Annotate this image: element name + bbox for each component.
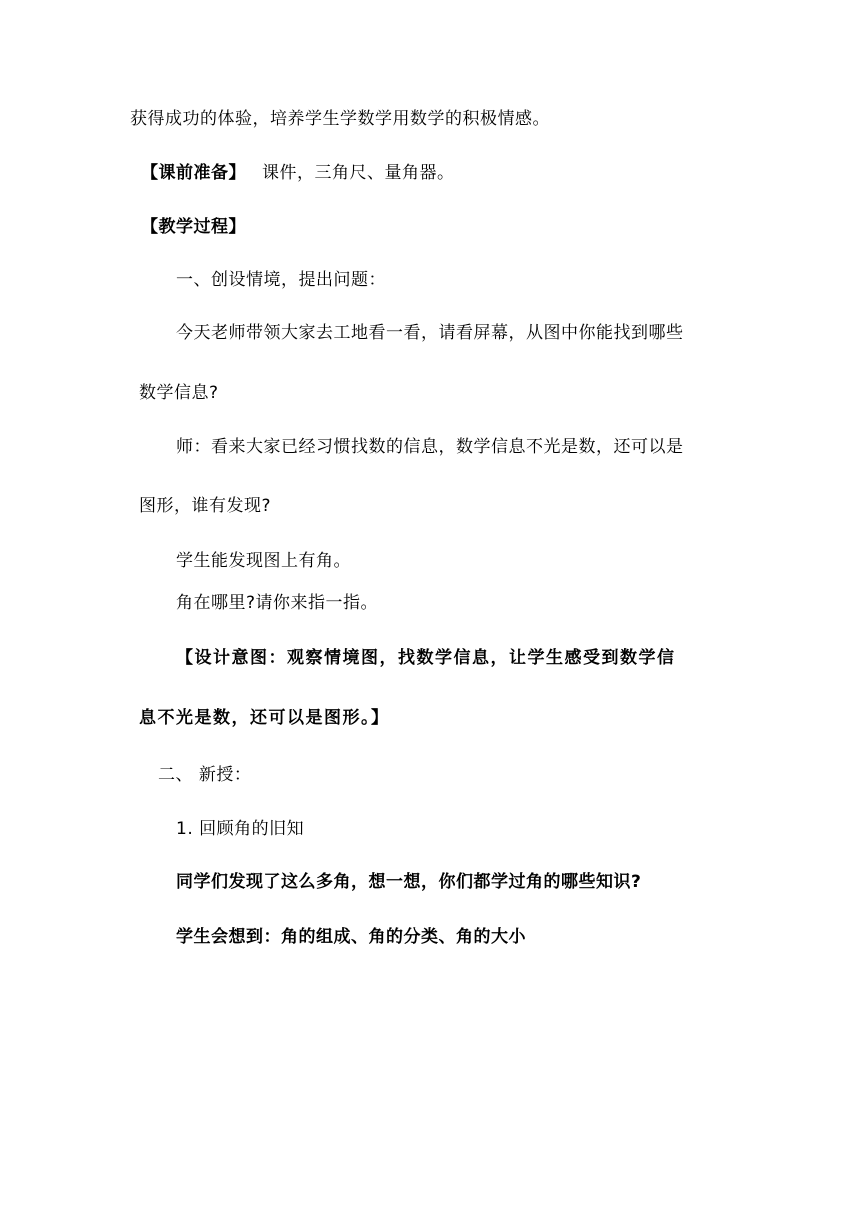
paragraph-teacher-line1: 师：看来大家已经习惯找数的信息，数学信息不光是数，还可以是	[176, 437, 684, 457]
heading-preparation: 【课前准备】	[141, 163, 246, 183]
section-two-title: 二、 新授：	[158, 765, 252, 785]
heading-teaching-process: 【教学过程】	[141, 217, 246, 237]
paragraph-where-angle: 角在哪里?请你来指一指。	[176, 593, 379, 613]
subsection-review-title: 1. 回顾角的旧知	[176, 819, 305, 839]
paragraph-goal-ending: 获得成功的体验，培养学生学数学用数学的积极情感。	[130, 109, 550, 129]
question-angle-knowledge: 同学们发现了这么多角，想一想，你们都学过角的哪些知识?	[176, 872, 642, 892]
design-intent-line2: 息不光是数，还可以是图形。】	[139, 708, 390, 728]
paragraph-intro-line1: 今天老师带领大家去工地看一看，请看屏幕，从图中你能找到哪些	[176, 323, 684, 343]
section-one-title: 一、创设情境，提出问题：	[176, 270, 386, 290]
paragraph-student-finds-angle: 学生能发现图上有角。	[176, 551, 351, 571]
design-intent-line1: 【设计意图：观察情境图，找数学信息，让学生感受到数学信	[176, 648, 676, 668]
paragraph-teacher-line2: 图形，谁有发现?	[139, 496, 272, 516]
paragraph-intro-line2: 数学信息?	[139, 383, 219, 403]
student-answer-angle: 学生会想到：角的组成、角的分类、角的大小	[176, 927, 526, 947]
preparation-materials: 课件，三角尺、量角器。	[262, 163, 455, 183]
